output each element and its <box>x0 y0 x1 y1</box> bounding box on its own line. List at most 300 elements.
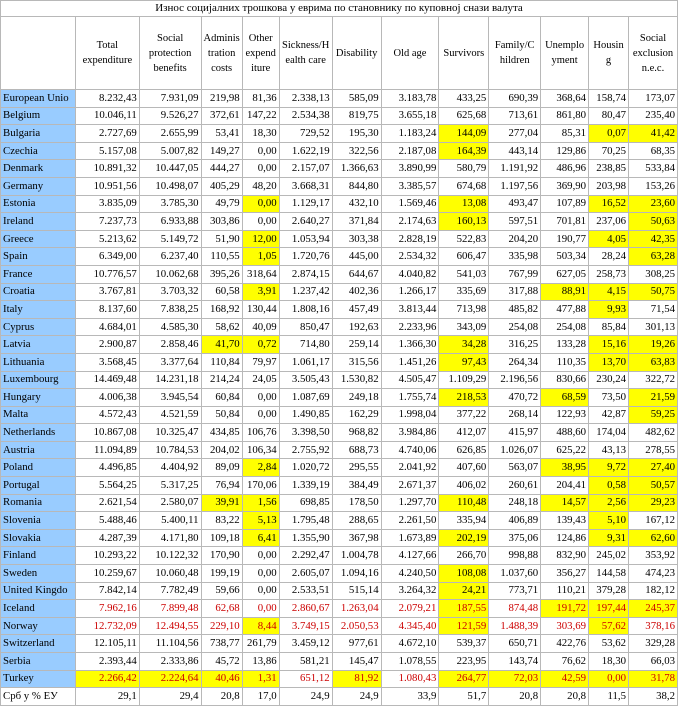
table-cell: 2.640,27 <box>279 213 332 231</box>
table-cell: 143,74 <box>489 653 541 671</box>
row-label: Greece <box>1 230 76 248</box>
table-cell: 7.931,09 <box>139 90 201 108</box>
summary-cell: 20,8 <box>541 688 589 706</box>
table-cell: 4.672,10 <box>381 635 439 653</box>
column-header: Total expenditure <box>75 17 139 90</box>
table-cell: 1.020,72 <box>279 459 332 477</box>
table-row <box>1 353 678 371</box>
table-cell: 369,90 <box>541 177 589 195</box>
summary-cell: 29,4 <box>139 688 201 706</box>
table-cell: 264,34 <box>489 353 541 371</box>
row-label: Bulgaria <box>1 125 76 143</box>
table-cell: 219,98 <box>201 90 242 108</box>
table-row <box>1 600 678 618</box>
table-cell: 690,39 <box>489 90 541 108</box>
table-cell: 249,18 <box>332 389 381 407</box>
table-cell: 40,09 <box>242 318 279 336</box>
table-cell: 5.488,46 <box>75 512 139 530</box>
table-cell: 1.004,78 <box>332 547 381 565</box>
table-cell: 190,77 <box>541 230 589 248</box>
table-cell: 406,89 <box>489 512 541 530</box>
table-cell: 0,58 <box>589 477 629 495</box>
table-cell: 5.157,08 <box>75 142 139 160</box>
table-cell: 445,00 <box>332 248 381 266</box>
table-cell: 13,86 <box>242 653 279 671</box>
table-cell: 0,72 <box>242 336 279 354</box>
row-label: Portugal <box>1 477 76 495</box>
summary-cell: 24,9 <box>332 688 381 706</box>
table-cell: 144,58 <box>589 565 629 583</box>
table-cell: 485,82 <box>489 301 541 319</box>
table-cell: 191,72 <box>541 600 589 618</box>
table-cell: 701,81 <box>541 213 589 231</box>
table-cell: 261,79 <box>242 635 279 653</box>
table-cell: 0,00 <box>242 195 279 213</box>
table-cell: 626,85 <box>439 441 489 459</box>
table-cell: 378,16 <box>629 617 678 635</box>
table-cell: 474,23 <box>629 565 678 583</box>
table-cell: 585,09 <box>332 90 381 108</box>
table-cell: 235,40 <box>629 107 678 125</box>
row-label: Slovenia <box>1 512 76 530</box>
table-cell: 1.451,26 <box>381 353 439 371</box>
table-cell: 245,37 <box>629 600 678 618</box>
table-cell: 3.398,50 <box>279 424 332 442</box>
table-cell: 443,14 <box>489 142 541 160</box>
table-cell: 335,94 <box>439 512 489 530</box>
table-cell: 202,19 <box>439 529 489 547</box>
row-label: Belgium <box>1 107 76 125</box>
table-cell: 9,72 <box>589 459 629 477</box>
column-header: Housin g <box>589 17 629 90</box>
table-cell: 41,42 <box>629 125 678 143</box>
row-label: Italy <box>1 301 76 319</box>
table-cell: 4.171,80 <box>139 529 201 547</box>
table-cell: 9,93 <box>589 301 629 319</box>
table-cell: 88,91 <box>541 283 589 301</box>
table-cell: 477,88 <box>541 301 589 319</box>
table-cell: 11.094,89 <box>75 441 139 459</box>
table-cell: 85,84 <box>589 318 629 336</box>
header-row <box>1 17 678 90</box>
row-label: Sweden <box>1 565 76 583</box>
table-cell: 6,41 <box>242 529 279 547</box>
table-row <box>1 213 678 231</box>
table-row <box>1 617 678 635</box>
table-cell: 4.127,66 <box>381 547 439 565</box>
table-cell: 457,49 <box>332 301 381 319</box>
table-cell: 2.333,86 <box>139 653 201 671</box>
table-cell: 0,00 <box>242 582 279 600</box>
table-cell: 0,00 <box>242 565 279 583</box>
table-cell: 329,28 <box>629 635 678 653</box>
table-cell: 5.317,25 <box>139 477 201 495</box>
table-cell: 3.890,99 <box>381 160 439 178</box>
table-cell: 10.046,11 <box>75 107 139 125</box>
table-row <box>1 477 678 495</box>
column-header: Social protection benefits <box>139 17 201 90</box>
table-cell: 110,48 <box>439 494 489 512</box>
table-cell: 50,84 <box>201 406 242 424</box>
table-cell: 3,91 <box>242 283 279 301</box>
table-cell: 53,62 <box>589 635 629 653</box>
table-cell: 121,59 <box>439 617 489 635</box>
table-cell: 1.998,04 <box>381 406 439 424</box>
table-cell: 73,50 <box>589 389 629 407</box>
row-label: Serbia <box>1 653 76 671</box>
column-header: Disability <box>332 17 381 90</box>
table-cell: 433,25 <box>439 90 489 108</box>
table-cell: 4.496,85 <box>75 459 139 477</box>
table-cell: 7.842,14 <box>75 582 139 600</box>
table-row <box>1 529 678 547</box>
summary-cell: 38,2 <box>629 688 678 706</box>
table-body <box>1 90 678 706</box>
table-cell: 1,56 <box>242 494 279 512</box>
table-cell: 149,27 <box>201 142 242 160</box>
column-header: Unemplo yment <box>541 17 589 90</box>
table-cell: 277,04 <box>489 125 541 143</box>
table-cell: 650,71 <box>489 635 541 653</box>
table-cell: 14.469,48 <box>75 371 139 389</box>
table-row <box>1 512 678 530</box>
table-cell: 106,76 <box>242 424 279 442</box>
row-label: Ireland <box>1 213 76 231</box>
table-cell: 2.050,53 <box>332 617 381 635</box>
table-cell: 3.668,31 <box>279 177 332 195</box>
table-cell: 515,14 <box>332 582 381 600</box>
table-cell: 40,46 <box>201 670 242 688</box>
table-cell: 195,30 <box>332 125 381 143</box>
table-cell: 303,69 <box>541 617 589 635</box>
table-cell: 13,08 <box>439 195 489 213</box>
table-cell: 43,13 <box>589 441 629 459</box>
table-cell: 122,93 <box>541 406 589 424</box>
table-cell: 81,36 <box>242 90 279 108</box>
row-label: Turkey <box>1 670 76 688</box>
table-cell: 129,86 <box>541 142 589 160</box>
table-cell: 197,44 <box>589 600 629 618</box>
table-cell: 4.740,06 <box>381 441 439 459</box>
table-row <box>1 582 678 600</box>
table-cell: 372,61 <box>201 107 242 125</box>
table-cell: 2.605,07 <box>279 565 332 583</box>
table-cell: 2.157,07 <box>279 160 332 178</box>
table-cell: 5,10 <box>589 512 629 530</box>
column-header: Sickness/H ealth care <box>279 17 332 90</box>
table-cell: 230,24 <box>589 371 629 389</box>
row-label: Croatia <box>1 283 76 301</box>
table-cell: 384,49 <box>332 477 381 495</box>
table-cell: 139,43 <box>541 512 589 530</box>
table-cell: 2.224,64 <box>139 670 201 688</box>
table-cell: 541,03 <box>439 265 489 283</box>
table-cell: 6.933,88 <box>139 213 201 231</box>
table-cell: 63,83 <box>629 353 678 371</box>
table-cell: 170,06 <box>242 477 279 495</box>
table-cell: 1.808,16 <box>279 301 332 319</box>
table-cell: 59,25 <box>629 406 678 424</box>
table-cell: 62,60 <box>629 529 678 547</box>
summary-cell: 29,1 <box>75 688 139 706</box>
table-row <box>1 301 678 319</box>
row-label: Iceland <box>1 600 76 618</box>
table-cell: 5.007,82 <box>139 142 201 160</box>
table-cell: 367,98 <box>332 529 381 547</box>
row-label: Finland <box>1 547 76 565</box>
table-cell: 850,47 <box>279 318 332 336</box>
table-cell: 2.755,92 <box>279 441 332 459</box>
table-cell: 3.459,12 <box>279 635 332 653</box>
table-cell: 4.684,01 <box>75 318 139 336</box>
table-cell: 89,09 <box>201 459 242 477</box>
table-cell: 15,16 <box>589 336 629 354</box>
table-cell: 238,85 <box>589 160 629 178</box>
table-cell: 2.533,51 <box>279 582 332 600</box>
summary-cell: 33,9 <box>381 688 439 706</box>
table-cell: 493,47 <box>489 195 541 213</box>
table-row <box>1 177 678 195</box>
summary-label: Срб у % ЕУ <box>1 688 76 706</box>
table-cell: 1.263,04 <box>332 600 381 618</box>
table-cell: 295,55 <box>332 459 381 477</box>
table-cell: 1.053,94 <box>279 230 332 248</box>
table-cell: 379,28 <box>589 582 629 600</box>
table-cell: 10.891,32 <box>75 160 139 178</box>
table-cell: 10.293,22 <box>75 547 139 565</box>
table-cell: 303,86 <box>201 213 242 231</box>
table-cell: 124,86 <box>541 529 589 547</box>
table-cell: 2.196,56 <box>489 371 541 389</box>
table-cell: 322,56 <box>332 142 381 160</box>
table-cell: 2.233,96 <box>381 318 439 336</box>
row-label: European Unio <box>1 90 76 108</box>
table-cell: 2.261,50 <box>381 512 439 530</box>
table-row <box>1 389 678 407</box>
table-cell: 0,07 <box>589 125 629 143</box>
table-cell: 214,24 <box>201 371 242 389</box>
table-cell: 1.366,30 <box>381 336 439 354</box>
table-cell: 767,99 <box>489 265 541 283</box>
table-cell: 738,77 <box>201 635 242 653</box>
table-cell: 2.671,37 <box>381 477 439 495</box>
table-cell: 81,92 <box>332 670 381 688</box>
table-cell: 1.339,19 <box>279 477 332 495</box>
table-cell: 11.104,56 <box>139 635 201 653</box>
table-cell: 2.874,15 <box>279 265 332 283</box>
table-cell: 10.060,48 <box>139 565 201 583</box>
summary-cell: 24,9 <box>279 688 332 706</box>
table-cell: 2.079,21 <box>381 600 439 618</box>
table-cell: 444,27 <box>201 160 242 178</box>
table-cell: 7.899,48 <box>139 600 201 618</box>
title-row <box>1 1 678 17</box>
table-cell: 237,06 <box>589 213 629 231</box>
table-cell: 50,63 <box>629 213 678 231</box>
table-cell: 2.292,47 <box>279 547 332 565</box>
table-cell: 1.297,70 <box>381 494 439 512</box>
column-header: Social exclusion n.e.c. <box>629 17 678 90</box>
table-row <box>1 406 678 424</box>
table-cell: 1.795,48 <box>279 512 332 530</box>
table-cell: 4.572,43 <box>75 406 139 424</box>
table-cell: 108,08 <box>439 565 489 583</box>
table-cell: 130,44 <box>242 301 279 319</box>
table-cell: 2.187,08 <box>381 142 439 160</box>
table-cell: 10.447,05 <box>139 160 201 178</box>
table-cell: 21,59 <box>629 389 678 407</box>
table-cell: 4.345,40 <box>381 617 439 635</box>
table-cell: 651,12 <box>279 670 332 688</box>
table-cell: 4,05 <box>589 230 629 248</box>
table-cell: 5,13 <box>242 512 279 530</box>
table-cell: 353,92 <box>629 547 678 565</box>
table-cell: 581,21 <box>279 653 332 671</box>
table-cell: 371,84 <box>332 213 381 231</box>
table-cell: 12.105,11 <box>75 635 139 653</box>
table-cell: 41,70 <box>201 336 242 354</box>
table-cell: 254,08 <box>489 318 541 336</box>
table-title: Износ социјалних трошкова у еврима по становнику по куповној снази валута <box>1 1 678 17</box>
table-cell: 182,12 <box>629 582 678 600</box>
table-cell: 76,62 <box>541 653 589 671</box>
table-cell: 3.813,44 <box>381 301 439 319</box>
table-cell: 4.287,39 <box>75 529 139 547</box>
row-label: Slovakia <box>1 529 76 547</box>
table-cell: 2.858,46 <box>139 336 201 354</box>
table-cell: 377,22 <box>439 406 489 424</box>
table-cell: 187,55 <box>439 600 489 618</box>
table-cell: 2.534,32 <box>381 248 439 266</box>
table-cell: 245,02 <box>589 547 629 565</box>
table-cell: 278,55 <box>629 441 678 459</box>
summary-cell: 20,8 <box>201 688 242 706</box>
table-cell: 315,56 <box>332 353 381 371</box>
table-cell: 147,22 <box>242 107 279 125</box>
row-label: Estonia <box>1 195 76 213</box>
table-cell: 4.585,30 <box>139 318 201 336</box>
table-cell: 714,80 <box>279 336 332 354</box>
table-cell: 204,41 <box>541 477 589 495</box>
table-row <box>1 107 678 125</box>
table-cell: 1.266,17 <box>381 283 439 301</box>
row-label: Lithuania <box>1 353 76 371</box>
table-cell: 160,13 <box>439 213 489 231</box>
table-cell: 402,36 <box>332 283 381 301</box>
table-cell: 2.580,07 <box>139 494 201 512</box>
table-cell: 4.006,38 <box>75 389 139 407</box>
table-row <box>1 195 678 213</box>
table-cell: 482,62 <box>629 424 678 442</box>
table-cell: 60,58 <box>201 283 242 301</box>
table-cell: 18,30 <box>242 125 279 143</box>
table-cell: 24,05 <box>242 371 279 389</box>
table-cell: 412,07 <box>439 424 489 442</box>
table-cell: 12.494,55 <box>139 617 201 635</box>
table-cell: 110,84 <box>201 353 242 371</box>
table-cell: 80,47 <box>589 107 629 125</box>
table-cell: 2.393,44 <box>75 653 139 671</box>
column-header: Old age <box>381 17 439 90</box>
table-cell: 34,28 <box>439 336 489 354</box>
table-cell: 322,72 <box>629 371 678 389</box>
table-cell: 12.732,09 <box>75 617 139 635</box>
table-cell: 3.505,43 <box>279 371 332 389</box>
table-row <box>1 670 678 688</box>
table-cell: 259,14 <box>332 336 381 354</box>
summary-cell: 17,0 <box>242 688 279 706</box>
table-cell: 317,88 <box>489 283 541 301</box>
table-cell: 110,55 <box>201 248 242 266</box>
row-label: Norway <box>1 617 76 635</box>
table-cell: 3.984,86 <box>381 424 439 442</box>
table-cell: 0,00 <box>242 160 279 178</box>
table-cell: 1.061,17 <box>279 353 332 371</box>
table-cell: 62,68 <box>201 600 242 618</box>
row-label: France <box>1 265 76 283</box>
table-cell: 832,90 <box>541 547 589 565</box>
table-cell: 625,68 <box>439 107 489 125</box>
table-row <box>1 90 678 108</box>
table-cell: 698,85 <box>279 494 332 512</box>
table-cell: 57,62 <box>589 617 629 635</box>
table-cell: 192,63 <box>332 318 381 336</box>
row-label: Malta <box>1 406 76 424</box>
table-cell: 406,02 <box>439 477 489 495</box>
table-cell: 42,87 <box>589 406 629 424</box>
table-cell: 14.231,18 <box>139 371 201 389</box>
table-cell: 23,60 <box>629 195 678 213</box>
table-cell: 60,84 <box>201 389 242 407</box>
table-cell: 2,84 <box>242 459 279 477</box>
table-cell: 58,62 <box>201 318 242 336</box>
table-cell: 301,13 <box>629 318 678 336</box>
table-row <box>1 371 678 389</box>
row-label: Cyprus <box>1 318 76 336</box>
table-cell: 729,52 <box>279 125 332 143</box>
table-cell: 68,35 <box>629 142 678 160</box>
table-cell: 713,98 <box>439 301 489 319</box>
table-cell: 66,03 <box>629 653 678 671</box>
table-cell: 204,02 <box>201 441 242 459</box>
table-cell: 10.122,32 <box>139 547 201 565</box>
table-cell: 223,95 <box>439 653 489 671</box>
table-cell: 79,97 <box>242 353 279 371</box>
row-label: Poland <box>1 459 76 477</box>
table-cell: 5.400,11 <box>139 512 201 530</box>
table-cell: 432,10 <box>332 195 381 213</box>
column-header: Family/C hildren <box>489 17 541 90</box>
table-row <box>1 125 678 143</box>
table-cell: 7.782,49 <box>139 582 201 600</box>
table-cell: 133,28 <box>541 336 589 354</box>
table-cell: 51,90 <box>201 230 242 248</box>
table-cell: 110,35 <box>541 353 589 371</box>
table-row <box>1 494 678 512</box>
table-cell: 1.080,43 <box>381 670 439 688</box>
table-cell: 173,07 <box>629 90 678 108</box>
table-cell: 24,21 <box>439 582 489 600</box>
table-cell: 335,69 <box>439 283 489 301</box>
table-cell: 83,22 <box>201 512 242 530</box>
table-cell: 199,19 <box>201 565 242 583</box>
table-cell: 7.962,16 <box>75 600 139 618</box>
table-cell: 1.109,29 <box>439 371 489 389</box>
table-cell: 3.945,54 <box>139 389 201 407</box>
table-cell: 2.727,69 <box>75 125 139 143</box>
table-cell: 874,48 <box>489 600 541 618</box>
table-cell: 16,52 <box>589 195 629 213</box>
